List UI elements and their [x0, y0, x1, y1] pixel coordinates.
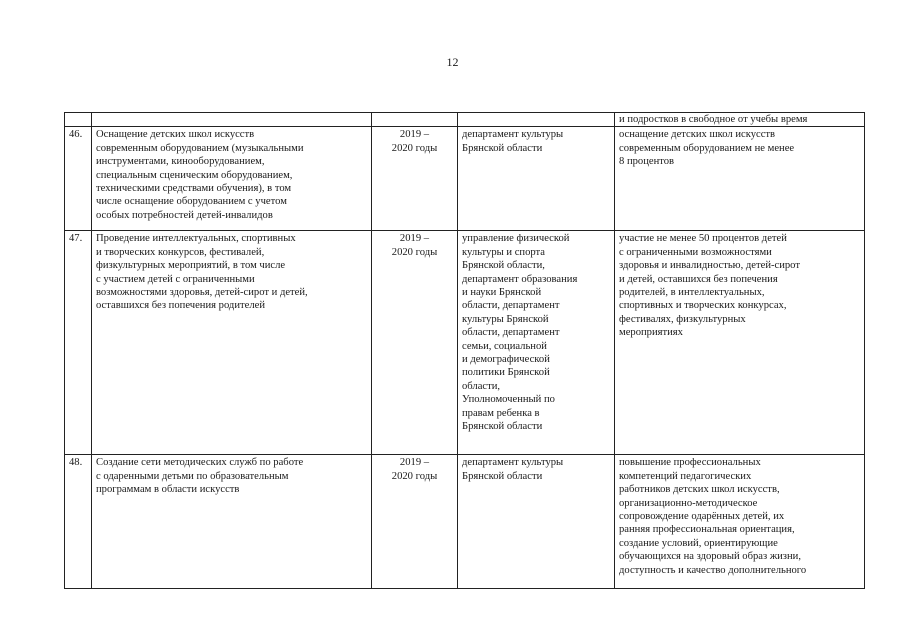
- cell-number: 48.: [65, 455, 92, 589]
- page-number: 12: [446, 55, 459, 69]
- cell-event: Оснащение детских школ искусств современным оборудованием (музыкальными инструментами, кинооборудованием, специальным сценическим оборудованием, техническими средствами обучения), в том числе оснащение оборудованием с учетом особых потребностей детей-инвалидов: [92, 127, 372, 231]
- cell-number: [65, 113, 92, 127]
- table-row: [65, 127, 865, 231]
- table-row-continuation: [65, 113, 865, 127]
- table-row: [65, 231, 865, 455]
- table-row: [65, 455, 865, 589]
- cell-term: [372, 113, 458, 127]
- cell-number: 46.: [65, 127, 92, 231]
- cell-number: 47.: [65, 231, 92, 455]
- cell-executor: управление физической культуры и спорта Брянской области, департамент образования и науки Брянской области, департамент культуры Брянской области, департамент семьи, социальной и демографической политики Брянской области, Уполномоченный по правам ребенка в Брянской области: [458, 231, 615, 455]
- cell-executor: департамент культуры Брянской области: [458, 127, 615, 231]
- cell-term: 2019 – 2020 годы: [372, 455, 458, 589]
- plan-table: [64, 112, 865, 589]
- cell-result: оснащение детских школ искусств современным оборудованием не менее 8 процентов: [615, 127, 865, 231]
- cell-result: повышение профессиональных компетенций педагогических работников детских школ искусств, организационно-методическое сопровождение одарённых детей, их ранняя профессиональная ориентация, создание условий, ориентирующие обучающихся на здоровый образ жизни, доступность и качество дополнительного: [615, 455, 865, 589]
- cell-term: 2019 – 2020 годы: [372, 231, 458, 455]
- cell-executor: [458, 113, 615, 127]
- cell-event: Проведение интеллектуальных, спортивных и творческих конкурсов, фестивалей, физкультурных мероприятий, в том числе с участием детей с ограниченными возможностями здоровья, детей-сирот и детей, оставшихся без попечения родителей: [92, 231, 372, 455]
- cell-result: и подростков в свободное от учебы время: [615, 113, 865, 127]
- cell-event: [92, 113, 372, 127]
- cell-term: 2019 – 2020 годы: [372, 127, 458, 231]
- cell-event: Создание сети методических служб по работе с одаренными детьми по образовательным программам в области искусств: [92, 455, 372, 589]
- cell-executor: департамент культуры Брянской области: [458, 455, 615, 589]
- cell-result: участие не менее 50 процентов детей с ограниченными возможностями здоровья и инвалидностью, детей-сирот и детей, оставшихся без попечения родителей, в интеллектуальных, спортивных и творческих конкурсах, фестивалях, физкультурных мероприятиях: [615, 231, 865, 455]
